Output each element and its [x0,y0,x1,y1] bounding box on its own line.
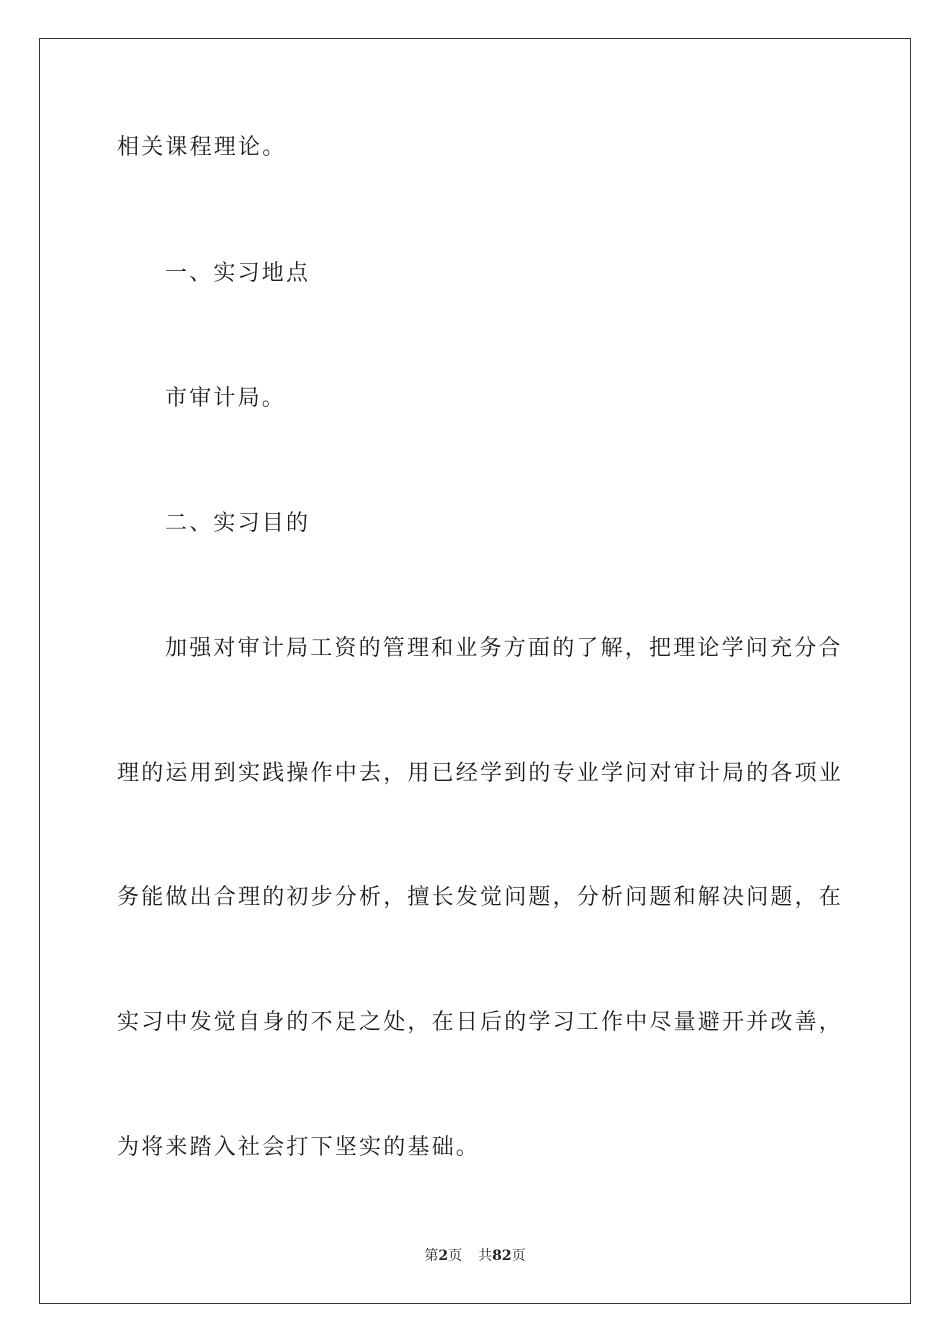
paragraph-line-4: 实习中发觉自身的不足之处，在日后的学习工作中尽量避开并改善， [117,1010,844,1035]
page-suffix: 页 [448,1248,463,1264]
total-prefix: 共 [478,1248,493,1264]
total-pages: 82 [492,1248,512,1264]
section-heading-location: 一、实习地点 [165,261,311,286]
section-heading-purpose: 二、实习目的 [165,511,311,536]
page-border [39,38,911,1304]
total-suffix: 页 [511,1248,526,1264]
paragraph-line-2: 理的运用到实践操作中去，用已经学到的专业学问对审计局的各项业 [117,761,844,786]
page-footer [0,1247,950,1265]
paragraph-line-5: 为将来踏入社会打下坚实的基础。 [117,1135,481,1160]
text-line-location: 市审计局。 [165,386,287,411]
paragraph-line-3: 务能做出合理的初步分析，擅长发觉问题，分析问题和解决问题，在 [117,885,844,910]
page-prefix: 第 [424,1248,439,1264]
page-number: 2 [438,1248,449,1264]
paragraph-line-1: 加强对审计局工资的管理和业务方面的了解，把理论学问充分合 [165,636,843,661]
text-line-1: 相关课程理论。 [117,135,287,160]
